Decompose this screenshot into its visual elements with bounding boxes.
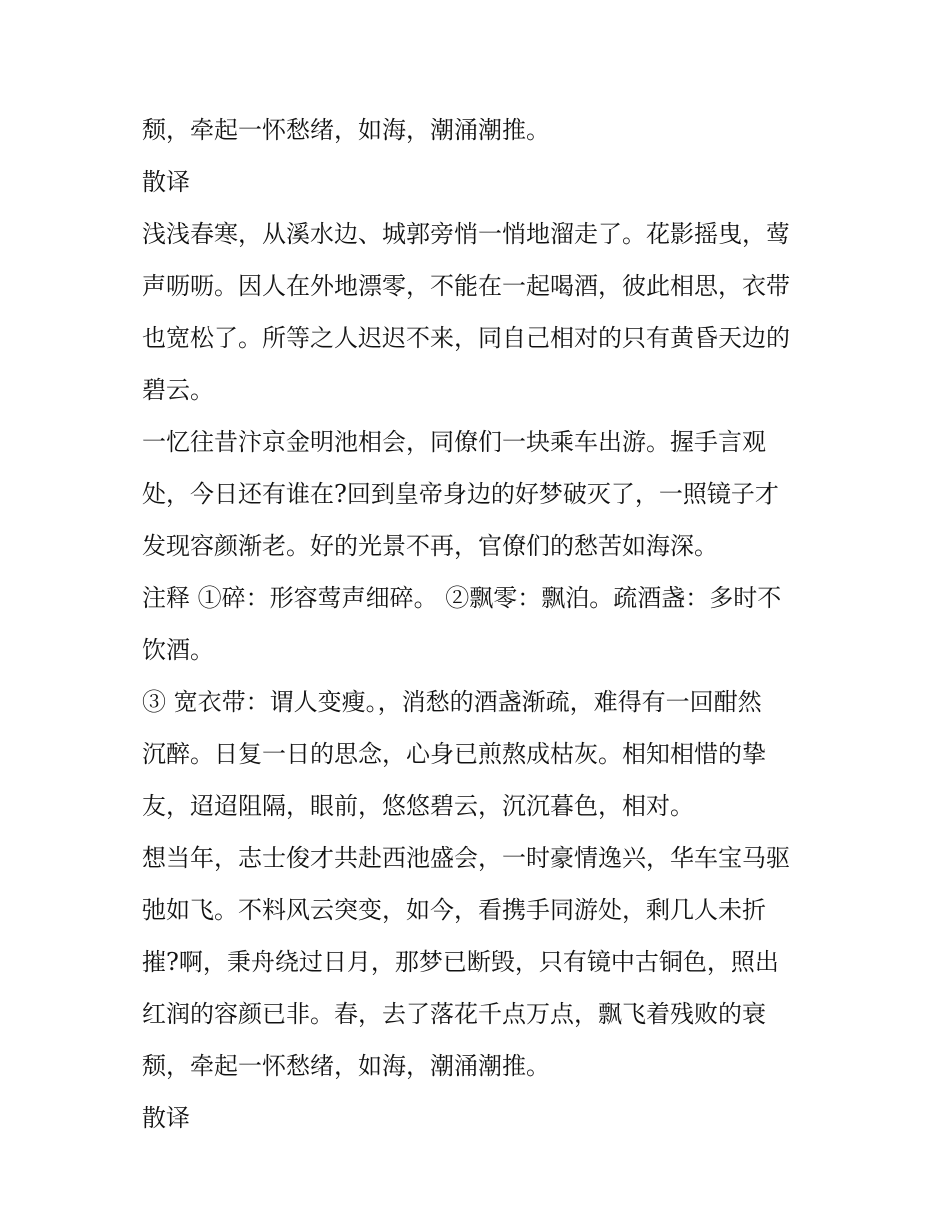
text-line-13: 沉醉。日复一日的思念，心身已煎熬成枯灰。相知相惜的挚 <box>142 740 766 768</box>
text-line-19: 颓，牵起一怀愁绪，如海，潮涌潮推。 <box>142 1052 550 1080</box>
text-line-15: 想当年，志士俊才共赴西池盛会，一时豪情逸兴，华车宝马驱 <box>142 844 790 872</box>
text-line-8: 处，今日还有谁在?回到皇帝身边的好梦破灭了，一照镜子才 <box>142 480 779 508</box>
text-line-7: 一忆往昔汴京金明池相会，同僚们一块乘车出游。握手言观 <box>142 428 766 456</box>
text-line-18: 红润的容颜已非。春，去了落花千点万点，飘飞着残败的衰 <box>142 1000 766 1028</box>
text-line-6: 碧云。 <box>142 376 214 404</box>
annotation-line-2: 饮酒。 <box>142 636 214 664</box>
annotation-line-3: ③ 宽衣带：谓人变瘦。，消愁的酒盏渐疏，难得有一回酣然 <box>142 688 762 716</box>
text-line-9: 发现容颜渐老。好的光景不再，官僚们的愁苦如海深。 <box>142 532 718 560</box>
text-line-4: 声呖呖。因人在外地漂零，不能在一起喝酒，彼此相思，衣带 <box>142 272 790 300</box>
text-line-3: 浅浅春寒，从溪水边、城郭旁悄一悄地溜走了。花影摇曳，莺 <box>142 220 790 248</box>
text-line-17: 摧?啊，秉舟绕过日月，那梦已断毁，只有镜中古铜色，照出 <box>142 948 779 976</box>
section-heading-sanyi-2: 散译 <box>142 1104 190 1132</box>
text-line-5: 也宽松了。所等之人迟迟不来，同自己相对的只有黄昏天边的 <box>142 324 790 352</box>
text-line-16: 弛如飞。不料风云突变，如今，看携手同游处，剩几人未折 <box>142 896 766 924</box>
text-line-1: 颓，牵起一怀愁绪，如海，潮涌潮推。 <box>142 116 550 144</box>
section-heading-sanyi: 散译 <box>142 168 190 196</box>
text-line-14: 友，迢迢阻隔，眼前，悠悠碧云，沉沉暮色，相对。 <box>142 792 694 820</box>
document-text-body <box>142 104 822 1144</box>
annotation-line-1: 注释 ①碎：形容莺声细碎。 ②飘零：飘泊。疏酒盏：多时不 <box>142 584 782 612</box>
